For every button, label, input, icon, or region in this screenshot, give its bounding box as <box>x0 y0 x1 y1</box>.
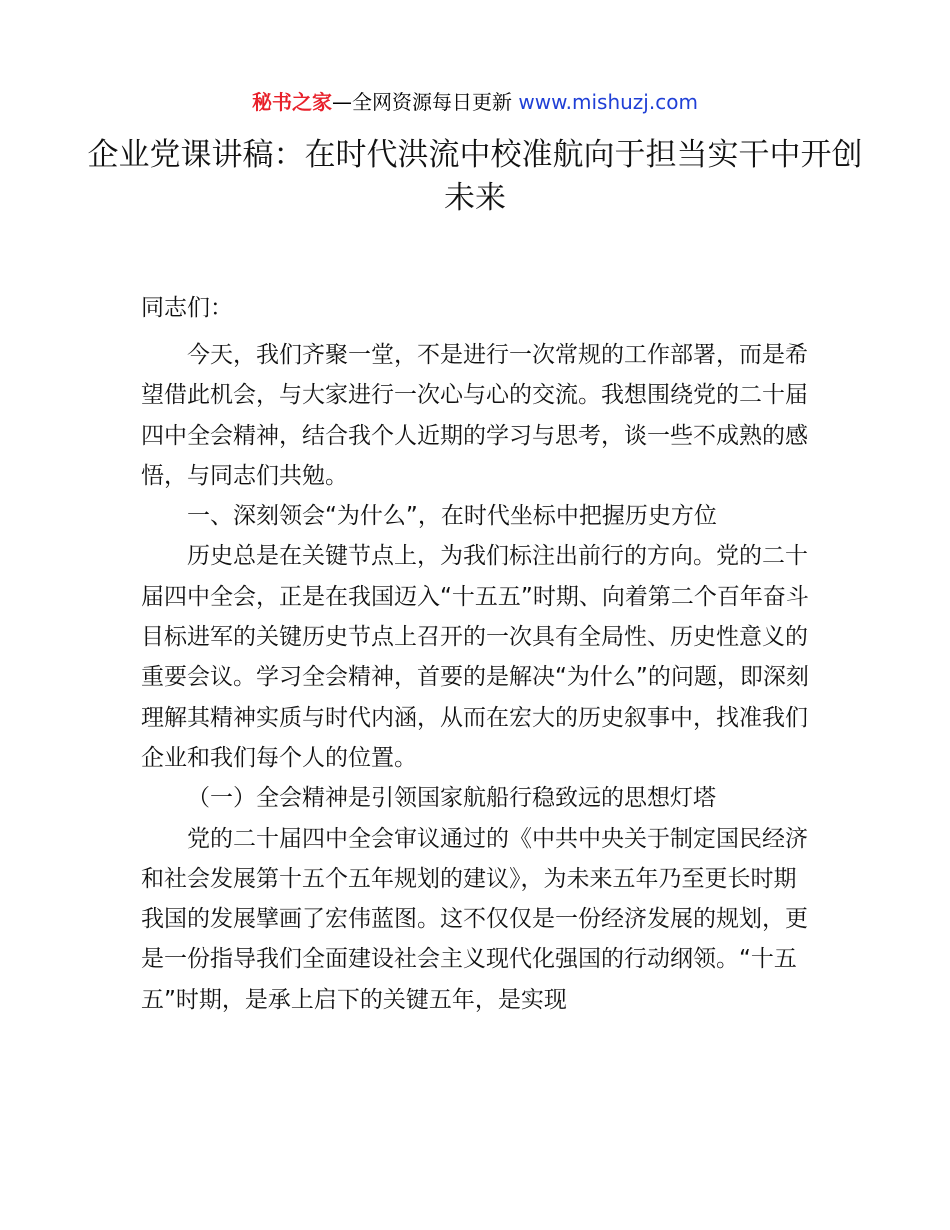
intro-paragraph: 今天，我们齐聚一堂，不是进行一次常规的工作部署，而是希望借此机会，与大家进行一次心与心的交流。我想围绕党的二十届四中全会精神，结合我个人近期的学习与思考，谈一些不成熟的感悟，与同志们共勉。 <box>141 342 808 489</box>
document-title: 企业党课讲稿：在时代洪流中校准航向于担当实干中开创未来 <box>87 137 863 216</box>
site-tagline: —全网资源每日更新 <box>332 90 513 114</box>
site-brand: 秘书之家 <box>252 90 333 114</box>
salutation: 同志们： <box>141 295 233 321</box>
subsection-heading: （一）全会精神是引领国家航船行稳致远的思想灯塔 <box>187 785 716 812</box>
site-url-link[interactable]: www.mishuzj.com <box>518 90 698 114</box>
body-paragraph: 历史总是在关键节点上，为我们标注出前行的方向。党的二十届四中全会，正是在我国迈入“十五五”时期、向着第二个百年奋斗目标进军的关键历史节点上召开的一次具有全局性、历史性意义的重要会议。学习全会精神，首要的是解决“为什么”的问题，即深刻理解其精神实质与时代内涵，从而在宏大的历史叙事中，找准我们企业和我们每个人的位置。 <box>141 543 809 771</box>
document-body <box>141 335 811 1020</box>
section-heading: 一、深刻领会“为什么”，在时代坐标中把握历史方位 <box>187 503 717 530</box>
site-header <box>0 88 950 116</box>
body-paragraph: 党的二十届四中全会审议通过的《中共中央关于制定国民经济和社会发展第十五个五年规划的建议》，为未来五年乃至更长时期我国的发展擘画了宏伟蓝图。这不仅仅是一份经济发展的规划，更是一份指导我们全面建设社会主义现代化强国的行动纲领。“十五五”时期，是承上启下的关键五年，是实现 <box>141 825 808 1013</box>
